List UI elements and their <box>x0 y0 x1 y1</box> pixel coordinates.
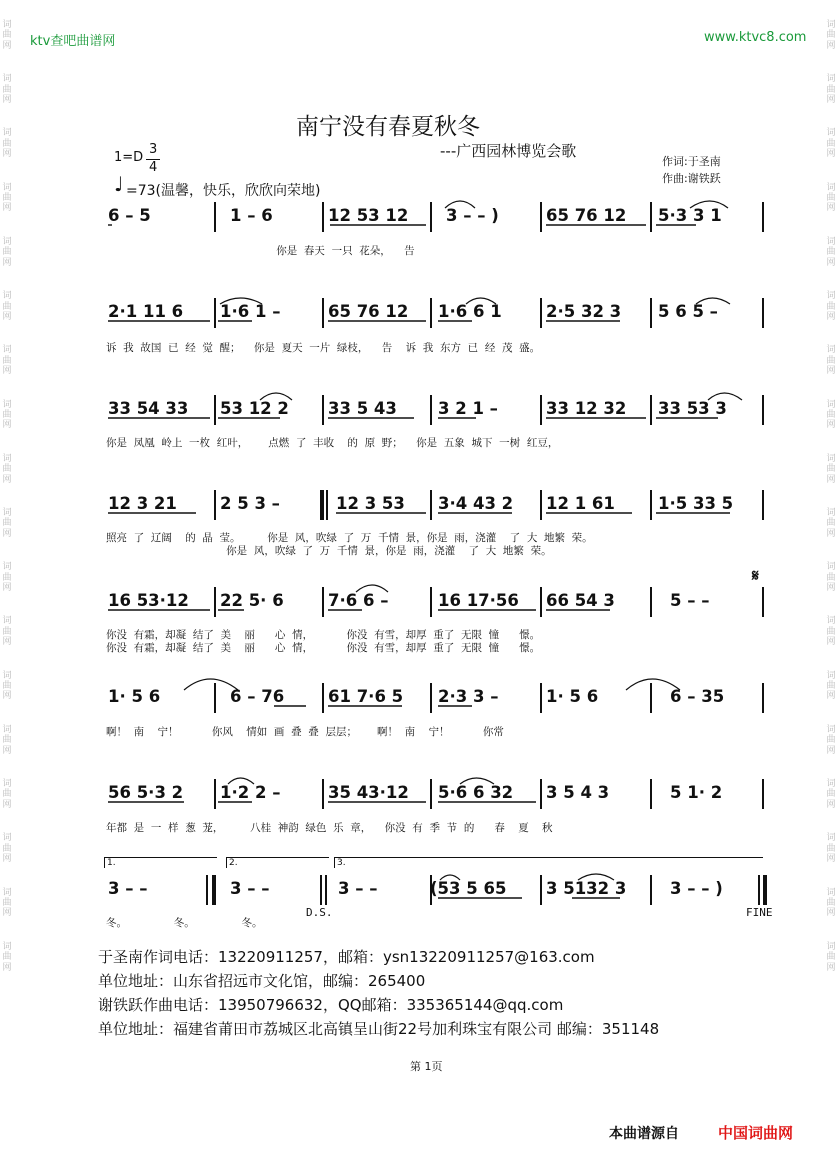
lyric-line-2: 诉 我 故国 已 经 觉 醒； 你是 夏天 一片 绿枝， 告 诉 我 东方 已 经 茂 盛。 <box>106 342 541 354</box>
measure: 5 – – <box>670 591 710 610</box>
composer-credit: 作曲:谢铁跃 <box>662 172 721 185</box>
watermark-text: 词曲网 <box>2 833 12 865</box>
segno-icon: 𝄋 <box>752 566 759 585</box>
measure: 1·6 1 – <box>220 302 281 321</box>
measure: 3 – – <box>338 879 378 898</box>
watermark-text: 词曲网 <box>2 941 12 973</box>
watermark-text: 词曲网 <box>826 779 836 810</box>
watermark-text: 词曲网 <box>2 20 12 51</box>
lyric-line-1: 你是 春天 一只 花朵， 告 <box>106 245 415 257</box>
fine-marking: FINE <box>746 906 773 919</box>
watermark-text: 词曲网 <box>2 779 12 810</box>
measure: 61 7·6 5 <box>328 687 404 706</box>
measure: 16 17·56 <box>438 591 519 610</box>
lyric-line-5a: 你没 有霜，却凝 结了 美 丽 心 情， 你没 有雪，却厚 重了 无限 憧 憬。 <box>106 629 541 641</box>
contact-line-4: 单位地址：福建省莆田市荔城区北高镇呈山街22号加利珠宝有限公司 邮编：351148 <box>98 1020 660 1038</box>
slur <box>696 298 730 304</box>
watermark-text: 词曲网 <box>2 724 12 756</box>
lyric-line-6: 啊！ 南 宁！ 你风 情如 画 叠 叠 层层； 啊！ 南 宁！ 你常 <box>106 726 504 738</box>
lyric-line-4a: 照亮 了 辽阔 的 晶 莹。 你是 风，吹绿 了 万 千情 景，你是 雨，浇灌 了 大 地繁 荣。 <box>106 532 593 544</box>
slur <box>228 778 254 784</box>
watermark-text: 词曲网 <box>2 291 12 322</box>
watermark-text: 词曲网 <box>2 507 12 539</box>
measure: 6 – 5 <box>108 206 151 225</box>
slur <box>220 298 262 304</box>
measure: 3 5 4 3 <box>546 783 610 802</box>
volta-1: 1. <box>104 857 217 868</box>
watermark-text: 词曲网 <box>2 74 12 106</box>
measure: 3 – – <box>108 879 148 898</box>
slur <box>466 298 496 304</box>
measure: 56 5·3 2 <box>108 783 184 802</box>
watermark-text: 词曲网 <box>2 616 12 648</box>
measure: 5 6 5 – <box>658 302 718 321</box>
measure: 22 5· 6 <box>220 591 284 610</box>
volta-3: 3. <box>334 857 763 868</box>
lyricist-credit: 作词:于圣南 <box>662 155 721 168</box>
measure: 12 3 53 <box>336 494 405 513</box>
watermark-text: 词曲网 <box>826 833 836 865</box>
measure: 5·6 6 32 <box>438 783 514 802</box>
source-label: 本曲谱源自 <box>609 1126 679 1142</box>
measure: 5 1· 2 <box>670 783 723 802</box>
watermark-text: 词曲网 <box>826 941 836 973</box>
watermark-text: 词曲网 <box>826 345 836 377</box>
measure: 5·3 3 1 <box>658 206 722 225</box>
measure: 1·5 33 5 <box>658 494 734 513</box>
slur <box>356 585 388 592</box>
measure: 1· 5 6 <box>108 687 161 706</box>
slur <box>184 679 238 690</box>
measure: 3 5132 3 <box>546 879 627 898</box>
measure: 3 – – ) <box>670 879 723 898</box>
lyric-line-5b: 你没 有霜，却凝 结了 美 丽 心 情， 你没 有雪，却厚 重了 无限 憧 憬。 <box>106 642 541 654</box>
measure: (53 5 65 <box>430 879 507 898</box>
watermark-text: 词曲网 <box>826 236 836 268</box>
measure: 3 – – <box>230 879 270 898</box>
measure: 33 12 32 <box>546 399 627 418</box>
slur <box>626 679 680 690</box>
watermark-text: 词曲网 <box>2 182 12 214</box>
watermark-text: 词曲网 <box>2 345 12 377</box>
watermark-text: 词曲网 <box>826 670 836 702</box>
measure: 35 43·12 <box>328 783 409 802</box>
measure: 33 5 43 <box>328 399 397 418</box>
measure: 65 76 12 <box>328 302 409 321</box>
measure: 12 53 12 <box>328 206 409 225</box>
measure: 1 – 6 <box>230 206 273 225</box>
watermark-text: 词曲网 <box>2 453 12 485</box>
watermark-text: 词曲网 <box>826 399 836 431</box>
measure: 16 53·12 <box>108 591 189 610</box>
watermark-text: 词曲网 <box>2 562 12 593</box>
slur <box>578 874 614 880</box>
contact-line-2: 单位地址：山东省招远市文化馆，邮编：265400 <box>98 972 426 990</box>
measure: 12 3 21 <box>108 494 177 513</box>
watermark-text: 词曲网 <box>2 670 12 702</box>
watermark-text: 词曲网 <box>826 128 836 160</box>
measure: 2·5 32 3 <box>546 302 622 321</box>
slur <box>708 393 742 400</box>
lyric-line-4b: 你是 风，吹绿 了 万 千情 景，你是 雨，浇灌 了 大 地繁 荣。 <box>106 545 552 557</box>
slur <box>260 393 292 400</box>
site-url[interactable]: www.ktvc8.com <box>704 30 807 45</box>
site-name[interactable]: ktv查吧曲谱网 <box>30 34 116 49</box>
measure: 3 2 1 – <box>438 399 498 418</box>
watermark-text: 词曲网 <box>2 887 12 919</box>
watermark-text: 词曲网 <box>826 453 836 485</box>
watermark-text: 词曲网 <box>826 291 836 322</box>
watermark-text: 词曲网 <box>826 507 836 539</box>
source-site-link[interactable]: 中国词曲网 <box>718 1124 794 1142</box>
volta-2: 2. <box>226 857 329 868</box>
slur <box>690 201 728 208</box>
measure: 66 54 3 <box>546 591 615 610</box>
lyric-line-3: 你是 凤凰 岭上 一枚 红叶， 点燃 了 丰收 的 原 野； 你是 五象 城下 一树 红豆， <box>106 437 559 449</box>
watermark-text: 词曲网 <box>826 182 836 214</box>
slur <box>445 201 475 208</box>
ds-marking: D.S. <box>306 906 333 919</box>
measure: 65 76 12 <box>546 206 627 225</box>
measure: 2 5 3 – <box>220 494 280 513</box>
time-signature-top: 3 <box>149 142 158 157</box>
slur <box>440 875 460 880</box>
time-signature-bottom: 4 <box>149 160 158 175</box>
song-title: 南宁没有春夏秋冬 <box>296 114 480 140</box>
slur <box>460 778 494 784</box>
watermark-text: 词曲网 <box>2 399 12 431</box>
song-subtitle: ---广西园林博览会歌 <box>440 142 577 160</box>
tempo-marking: =73(温馨，快乐，欣欣向荣地) <box>126 183 321 199</box>
measure: 33 53 3 <box>658 399 727 418</box>
measure: 12 1 61 <box>546 494 615 513</box>
watermark-text: 词曲网 <box>2 128 12 160</box>
watermark-text: 词曲网 <box>826 562 836 593</box>
measure: 2·3 3 – <box>438 687 499 706</box>
page-number: 第 1页 <box>410 1060 443 1073</box>
measure: 33 54 33 <box>108 399 189 418</box>
measure: 1·2 2 – <box>220 783 281 802</box>
measure: 6 – 35 <box>670 687 725 706</box>
watermark-text: 词曲网 <box>826 724 836 756</box>
watermark-text: 词曲网 <box>826 616 836 648</box>
key-signature: 1=D <box>114 150 144 165</box>
watermark-text: 词曲网 <box>826 887 836 919</box>
measure: 2·1 11 6 <box>108 302 184 321</box>
watermark-text: 词曲网 <box>826 20 836 51</box>
measure: 1·6 6 1 <box>438 302 502 321</box>
lyric-line-8: 冬。 冬。 冬。 <box>106 917 263 929</box>
measure: 3·4 43 2 <box>438 494 514 513</box>
tempo-note-icon: ♩ <box>114 172 124 196</box>
contact-line-3: 谢铁跃作曲电话：13950796632，QQ邮箱：335365144@qq.com <box>98 996 564 1014</box>
measure: 3 – – ) <box>446 206 499 225</box>
measure: 7·6 6 – <box>328 591 389 610</box>
lyric-line-7: 年都 是 一 样 葱 茏， 八桂 神韵 绿色 乐 章， 你没 有 季 节 的 春 夏 秋 <box>106 822 553 834</box>
contact-line-1: 于圣南作词电话：13220911257，邮箱：ysn13220911257@163.com <box>98 948 595 966</box>
beam-underlines <box>108 225 730 898</box>
measure: 53 12 2 <box>220 399 289 418</box>
watermark-text: 词曲网 <box>2 236 12 268</box>
measure: 1· 5 6 <box>546 687 599 706</box>
measure: 6 – 76 <box>230 687 285 706</box>
watermark-text: 词曲网 <box>826 74 836 106</box>
